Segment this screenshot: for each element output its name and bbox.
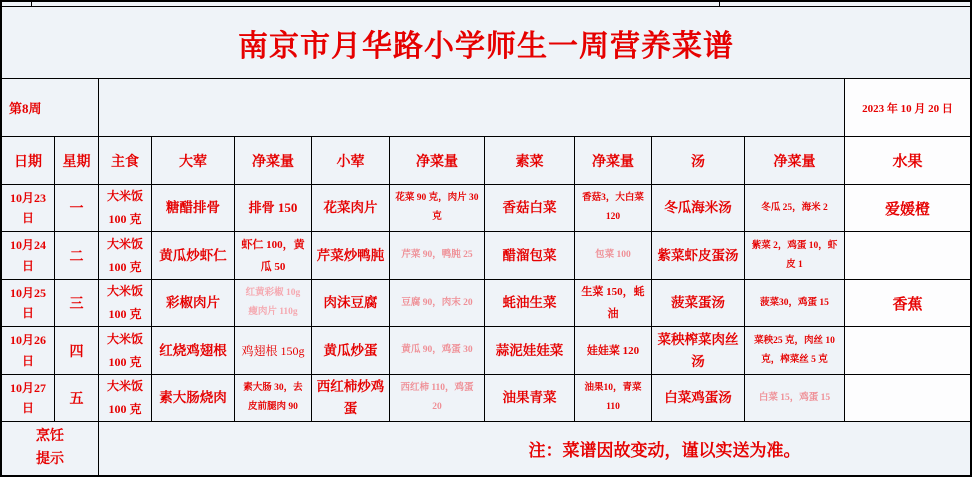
date-cell: 10月26日 [2, 327, 55, 375]
staple-cell: 大米饭 100 克 [99, 185, 152, 232]
fruit-cell [845, 375, 970, 422]
soup-qty-cell: 紫菜 2，鸡蛋 10，虾皮 1 [745, 232, 845, 280]
date-cell: 10月24日 [2, 232, 55, 280]
staple-cell: 大米饭 100 克 [99, 327, 152, 375]
soup-cell: 菠菜蛋汤 [652, 280, 745, 327]
main-dish-cell: 红烧鸡翅根 [152, 327, 235, 375]
small-dish-cell: 花菜肉片 [312, 185, 390, 232]
weekday-cell: 三 [55, 280, 99, 327]
col-header-small-dish: 小荤 [312, 137, 390, 185]
col-header-staple: 主食 [99, 137, 152, 185]
main-qty-cell: 排骨 150 [235, 185, 312, 232]
veg-qty-cell: 油果10，青菜 110 [575, 375, 652, 422]
soup-qty-cell: 菠菜30，鸡蛋 15 [745, 280, 845, 327]
col-header-main-qty: 净菜量 [235, 137, 312, 185]
small-qty-cell: 西红柿 110，鸡蛋 20 [390, 375, 485, 422]
soup-cell: 冬瓜海米汤 [652, 185, 745, 232]
date-cell: 10月27日 [2, 375, 55, 422]
col-header-fruit: 水果 [845, 137, 970, 185]
veg-qty-cell: 生菜 150，蚝油 [575, 280, 652, 327]
main-dish-cell: 黄瓜炒虾仁 [152, 232, 235, 280]
small-qty-cell: 黄瓜 90，鸡蛋 30 [390, 327, 485, 375]
issue-date: 2023 年 10 月 20 日 [845, 79, 970, 137]
date-cell: 10月23日 [2, 185, 55, 232]
small-dish-cell: 西红柿炒鸡蛋 [312, 375, 390, 422]
col-header-main-dish: 大荤 [152, 137, 235, 185]
sliver-tick [31, 2, 32, 6]
veg-dish-cell: 香菇白菜 [485, 185, 575, 232]
col-header-soup: 汤 [652, 137, 745, 185]
sliver-tick [719, 2, 720, 6]
week-number-label: 第8周 [2, 79, 99, 137]
small-dish-cell: 黄瓜炒蛋 [312, 327, 390, 375]
page-title: 南京市月华路小学师生一周营养菜谱 [2, 7, 970, 79]
col-header-veg-qty: 净菜量 [575, 137, 652, 185]
small-qty-cell: 花菜 90 克，肉片 30 克 [390, 185, 485, 232]
weekday-cell: 一 [55, 185, 99, 232]
soup-qty-cell: 菜秧25 克，肉丝 10 克，榨菜丝 5 克 [745, 327, 845, 375]
col-header-soup-qty: 净菜量 [745, 137, 845, 185]
main-qty-cell: 素大肠 30，去皮前腿肉 90 [235, 375, 312, 422]
main-qty-cell: 虾仁 100，黄瓜 50 [235, 232, 312, 280]
veg-qty-cell: 包菜 100 [575, 232, 652, 280]
fruit-cell [845, 327, 970, 375]
main-qty-cell: 红黄彩椒 10g 瘦肉片 110g [235, 280, 312, 327]
soup-cell: 紫菜虾皮蛋汤 [652, 232, 745, 280]
soup-cell: 菜秧榨菜肉丝汤 [652, 327, 745, 375]
small-qty-cell: 豆腐 90，肉末 20 [390, 280, 485, 327]
soup-qty-cell: 冬瓜 25，海米 2 [745, 185, 845, 232]
small-dish-cell: 肉沫豆腐 [312, 280, 390, 327]
top-sliver-row [2, 2, 970, 7]
fruit-cell: 香蕉 [845, 280, 970, 327]
staple-cell: 大米饭 100 克 [99, 375, 152, 422]
main-dish-cell: 素大肠烧肉 [152, 375, 235, 422]
weekday-cell: 二 [55, 232, 99, 280]
col-header-veg-dish: 素菜 [485, 137, 575, 185]
col-header-weekday: 星期 [55, 137, 99, 185]
small-dish-cell: 芹菜炒鸭肫 [312, 232, 390, 280]
main-dish-cell: 彩椒肉片 [152, 280, 235, 327]
veg-dish-cell: 油果青菜 [485, 375, 575, 422]
staple-cell: 大米饭 100 克 [99, 232, 152, 280]
date-cell: 10月25日 [2, 280, 55, 327]
veg-dish-cell: 蒜泥娃娃菜 [485, 327, 575, 375]
col-header-small-qty: 净菜量 [390, 137, 485, 185]
weekday-cell: 五 [55, 375, 99, 422]
col-header-date: 日期 [2, 137, 55, 185]
veg-dish-cell: 蚝油生菜 [485, 280, 575, 327]
staple-cell: 大米饭 100 克 [99, 280, 152, 327]
week-row-spacer [99, 79, 845, 137]
menu-change-note: 注：菜谱因故变动，谨以实送为准。 [528, 441, 801, 460]
veg-dish-cell: 醋溜包菜 [485, 232, 575, 280]
veg-qty-cell: 香菇3，大白菜 120 [575, 185, 652, 232]
cooking-tips-label-text: 烹饪提示 [36, 429, 64, 467]
soup-cell: 白菜鸡蛋汤 [652, 375, 745, 422]
small-qty-cell: 芹菜 90，鸭肫 25 [390, 232, 485, 280]
main-qty-cell: 鸡翅根 150g [235, 327, 312, 375]
weekday-cell: 四 [55, 327, 99, 375]
veg-qty-cell: 娃娃菜 120 [575, 327, 652, 375]
soup-qty-cell: 白菜 15，鸡蛋 15 [745, 375, 845, 422]
cooking-tips-label [2, 422, 99, 475]
fruit-cell: 爱媛橙 [845, 185, 970, 232]
main-dish-cell: 糖醋排骨 [152, 185, 235, 232]
fruit-cell [845, 232, 970, 280]
